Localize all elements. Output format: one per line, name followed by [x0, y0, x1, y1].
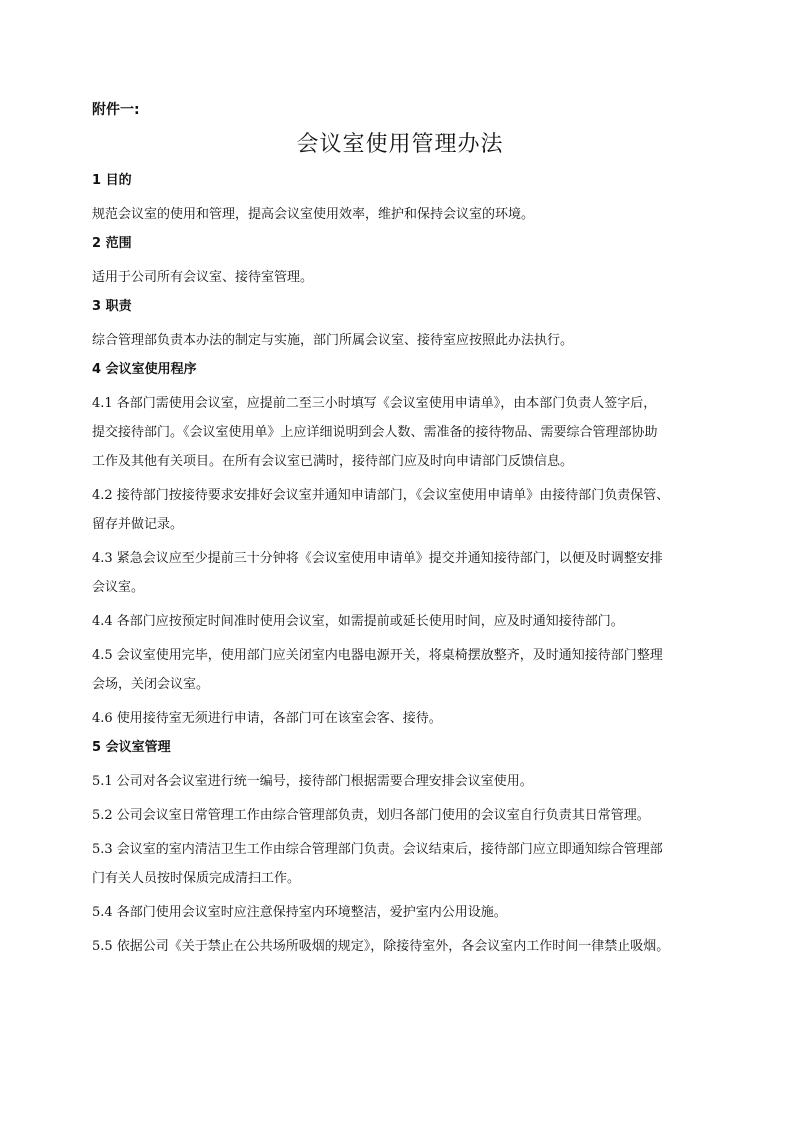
paragraph-line: 综合管理部负责本办法的制定与实施，部门所属会议室、接待室应按照此办法执行。 — [92, 333, 574, 348]
section-paragraph — [92, 389, 718, 476]
section-paragraph — [92, 767, 718, 796]
section-paragraph — [92, 481, 718, 539]
paragraph-line: 工作及其他有关项目。在所有会议室已满时，接待部门应及时向申请部门反馈信息。 — [92, 454, 574, 469]
section-heading: 1 目的 — [92, 173, 132, 188]
paragraph-line: 4.5 会议室使用完毕，使用部门应关闭室内电器电源开关，将桌椅摆放整齐，及时通知接待部门整理 — [92, 648, 663, 663]
paragraph-line: 4.6 使用接待室无须进行申请，各部门可在该室会客、接待。 — [92, 711, 442, 726]
attachment-label: 附件一: — [92, 102, 140, 118]
section-heading: 3 职责 — [92, 299, 132, 314]
paragraph-line: 5.1 公司对各会议室进行统一编号，接待部门根据需要合理安排会议室使用。 — [92, 774, 533, 789]
section-paragraph — [92, 932, 718, 961]
paragraph-line: 5.5 依据公司《关于禁止在公共场所吸烟的规定》，除接待室外，各会议室内工作时间一律禁止吸烟。 — [92, 939, 670, 954]
section-paragraph — [92, 544, 718, 602]
paragraph-line: 留存并做记录。 — [92, 517, 184, 532]
section-paragraph — [92, 326, 718, 355]
section-paragraph — [92, 835, 718, 893]
section-paragraph — [92, 801, 718, 830]
document-body — [92, 171, 718, 966]
section-paragraph — [92, 263, 718, 292]
paragraph-line: 规范会议室的使用和管理，提高会议室使用效率，维护和保持会议室的环境。 — [92, 207, 535, 222]
paragraph-line: 4.4 各部门应按预定时间准时使用会议室，如需提前或延长使用时间，应及时通知接待部门。 — [92, 614, 624, 629]
section-heading: 2 范围 — [92, 236, 132, 251]
paragraph-line: 提交接待部门。《会议室使用单》上应详细说明到会人数、需准备的接待物品、需要综合管理部协助 — [92, 425, 658, 440]
paragraph-line: 4.2 接待部门按接待要求安排好会议室并通知申请部门，《会议室使用申请单》由接待部门负责保管、 — [92, 488, 670, 503]
paragraph-line: 5.3 会议室的室内清洁卫生工作由综合管理部门负责。会议结束后，接待部门应立即通知综合管理部 — [92, 842, 663, 857]
section-paragraph — [92, 607, 718, 636]
paragraph-line: 5.2 公司会议室日常管理工作由综合管理部负责，划归各部门使用的会议室自行负责其日常管理。 — [92, 808, 650, 823]
paragraph-line: 会议室。 — [92, 580, 145, 595]
section-paragraph — [92, 704, 718, 733]
document-title: 会议室使用管理办法 — [296, 132, 504, 157]
section-heading: 5 会议室管理 — [92, 740, 171, 755]
section-heading: 4 会议室使用程序 — [92, 362, 197, 377]
section-paragraph — [92, 898, 718, 927]
section-paragraph — [92, 641, 718, 699]
paragraph-line: 门有关人员按时保质完成清扫工作。 — [92, 871, 301, 886]
paragraph-line: 会场，关闭会议室。 — [92, 677, 210, 692]
paragraph-line: 4.3 紧急会议应至少提前三十分钟将《会议室使用申请单》提交并通知接待部门，以便及时调整安排 — [92, 551, 663, 566]
paragraph-line: 5.4 各部门使用会议室时应注意保持室内环境整洁，爱护室内公用设施。 — [92, 905, 507, 920]
paragraph-line: 适用于公司所有会议室、接待室管理。 — [92, 270, 314, 285]
section-paragraph — [92, 200, 718, 229]
paragraph-line: 4.1 各部门需使用会议室，应提前二至三小时填写《会议室使用申请单》，由本部门负责人签字后， — [92, 396, 657, 411]
